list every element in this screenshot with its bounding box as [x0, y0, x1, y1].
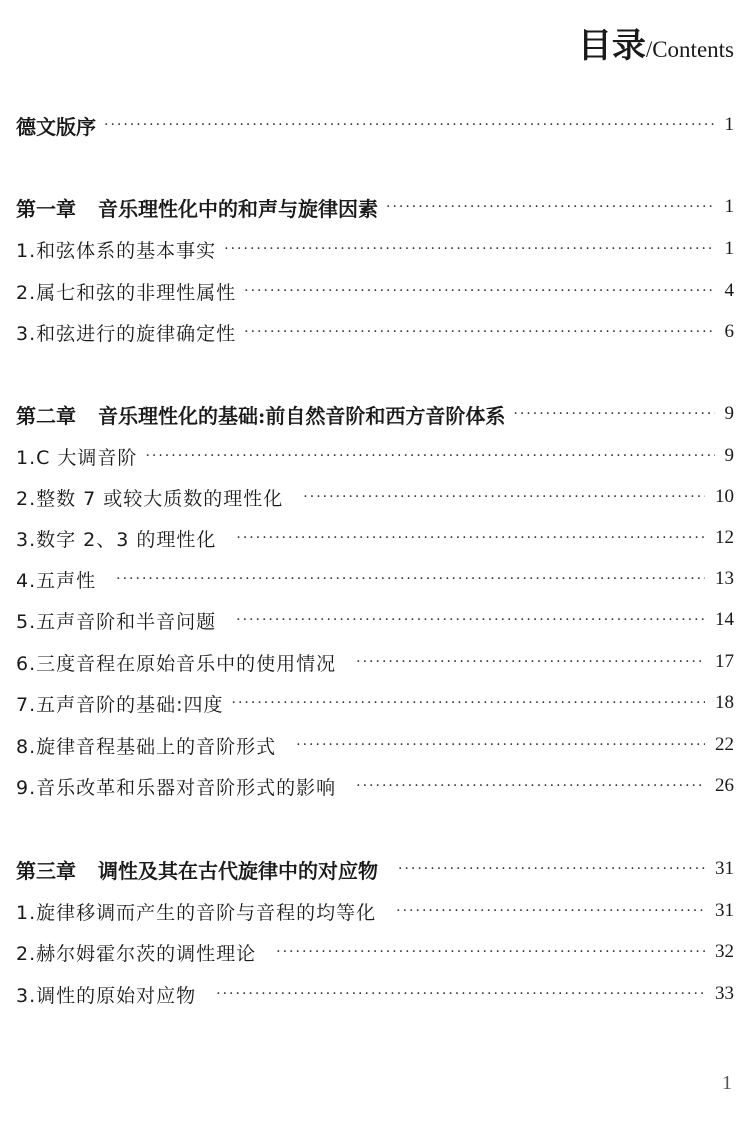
entry-page: 26: [715, 775, 734, 796]
dot-leader: [104, 117, 715, 133]
title-cn-1: 目: [577, 26, 612, 66]
dot-leader: [236, 612, 705, 628]
toc-entry-section[interactable]: [16, 728, 734, 762]
entry-title: 1.和弦体系的基本事实: [16, 239, 217, 262]
entry-page: 12: [715, 527, 734, 548]
page-number: 1: [722, 1072, 732, 1094]
page-title: [578, 18, 734, 67]
entry-title: 8.旋律音程基础上的音阶形式: [16, 735, 277, 758]
toc-entry-section[interactable]: [16, 480, 734, 514]
toc-entry-section[interactable]: [16, 232, 734, 266]
entry-page: 10: [715, 486, 734, 507]
entry-page: 13: [715, 568, 734, 589]
toc-entry-section[interactable]: [16, 315, 734, 349]
chapter-title: 调性及其在古代旋律中的对应物: [98, 858, 378, 883]
dot-leader: [276, 944, 705, 960]
entry-title: 3.数字 2、3 的理性化: [16, 528, 217, 551]
dot-leader: [513, 406, 714, 422]
chapter-title: 音乐理性化的基础:前自然音阶和西方音阶体系: [98, 403, 506, 428]
dot-leader: [244, 283, 714, 299]
entry-page: 14: [715, 609, 734, 630]
dot-leader: [116, 571, 705, 587]
toc-entry-chapter-2[interactable]: [16, 397, 734, 431]
entry-title: 6.三度音程在原始音乐中的使用情况: [16, 652, 337, 675]
entry-page: 1: [724, 114, 734, 135]
toc-entry-section[interactable]: [16, 769, 734, 803]
entry-title: 2.赫尔姆霍尔茨的调性理论: [16, 942, 257, 965]
entry-page: 4: [724, 280, 734, 301]
title-en: /Contents: [645, 37, 734, 62]
entry-title: 1.旋律移调而产生的音阶与音程的均等化: [16, 901, 377, 924]
entry-page: 9: [724, 445, 734, 466]
entry-title: 德文版序: [16, 114, 96, 139]
entry-title: 3.和弦进行的旋律确定性: [16, 322, 237, 345]
toc-entry-section[interactable]: [16, 603, 734, 637]
dot-leader: [303, 489, 705, 505]
toc-entry-section[interactable]: [16, 686, 734, 720]
chapter-label: 第三章: [16, 858, 76, 883]
dot-leader: [356, 778, 705, 794]
dot-leader: [145, 448, 714, 464]
dot-leader: [386, 199, 715, 215]
entry-title: 5.五声音阶和半音问题: [16, 610, 217, 633]
entry-page: 18: [715, 692, 734, 713]
dot-leader: [244, 324, 714, 340]
toc-entry-chapter-1[interactable]: [16, 190, 734, 224]
dot-leader: [396, 903, 705, 919]
toc-entry-section[interactable]: [16, 521, 734, 555]
toc-entry-section[interactable]: [16, 645, 734, 679]
entry-page: 9: [724, 403, 734, 424]
entry-page: 22: [715, 734, 734, 755]
chapter-title: 音乐理性化中的和声与旋律因素: [98, 196, 378, 221]
dot-leader: [296, 737, 705, 753]
dot-leader: [232, 695, 705, 711]
entry-page: 31: [715, 900, 734, 921]
toc-entry-section[interactable]: [16, 562, 734, 596]
entry-page: 32: [715, 941, 734, 962]
entry-title: 4.五声性: [16, 569, 97, 592]
toc-entry-chapter-3[interactable]: [16, 852, 734, 886]
toc-entry-section[interactable]: [16, 894, 734, 928]
entry-page: 33: [715, 983, 734, 1004]
dot-leader: [216, 986, 705, 1002]
dot-leader: [224, 241, 714, 257]
chapter-label: 第二章: [16, 403, 76, 428]
entry-title: 3.调性的原始对应物: [16, 984, 197, 1007]
chapter-label: 第一章: [16, 196, 76, 221]
toc-entry-section[interactable]: [16, 935, 734, 969]
entry-title: 9.音乐改革和乐器对音阶形式的影响: [16, 776, 337, 799]
dot-leader: [398, 861, 705, 877]
entry-page: 1: [724, 196, 734, 217]
toc-entry-section[interactable]: [16, 274, 734, 308]
dot-leader: [356, 654, 705, 670]
toc-entry-section[interactable]: [16, 977, 734, 1011]
entry-title: 1.C 大调音阶: [16, 446, 138, 469]
entry-title: 7.五声音阶的基础:四度: [16, 693, 224, 716]
entry-title: 2.整数 7 或较大质数的理性化: [16, 487, 284, 510]
entry-page: 17: [715, 651, 734, 672]
toc-entry-section[interactable]: [16, 439, 734, 473]
dot-leader: [236, 530, 705, 546]
entry-title: 2.属七和弦的非理性属性: [16, 281, 237, 304]
entry-page: 1: [724, 238, 734, 259]
entry-page: 31: [715, 858, 734, 879]
entry-page: 6: [724, 321, 734, 342]
title-cn-2: 录: [611, 26, 646, 66]
toc-entry-preface[interactable]: [16, 108, 734, 142]
